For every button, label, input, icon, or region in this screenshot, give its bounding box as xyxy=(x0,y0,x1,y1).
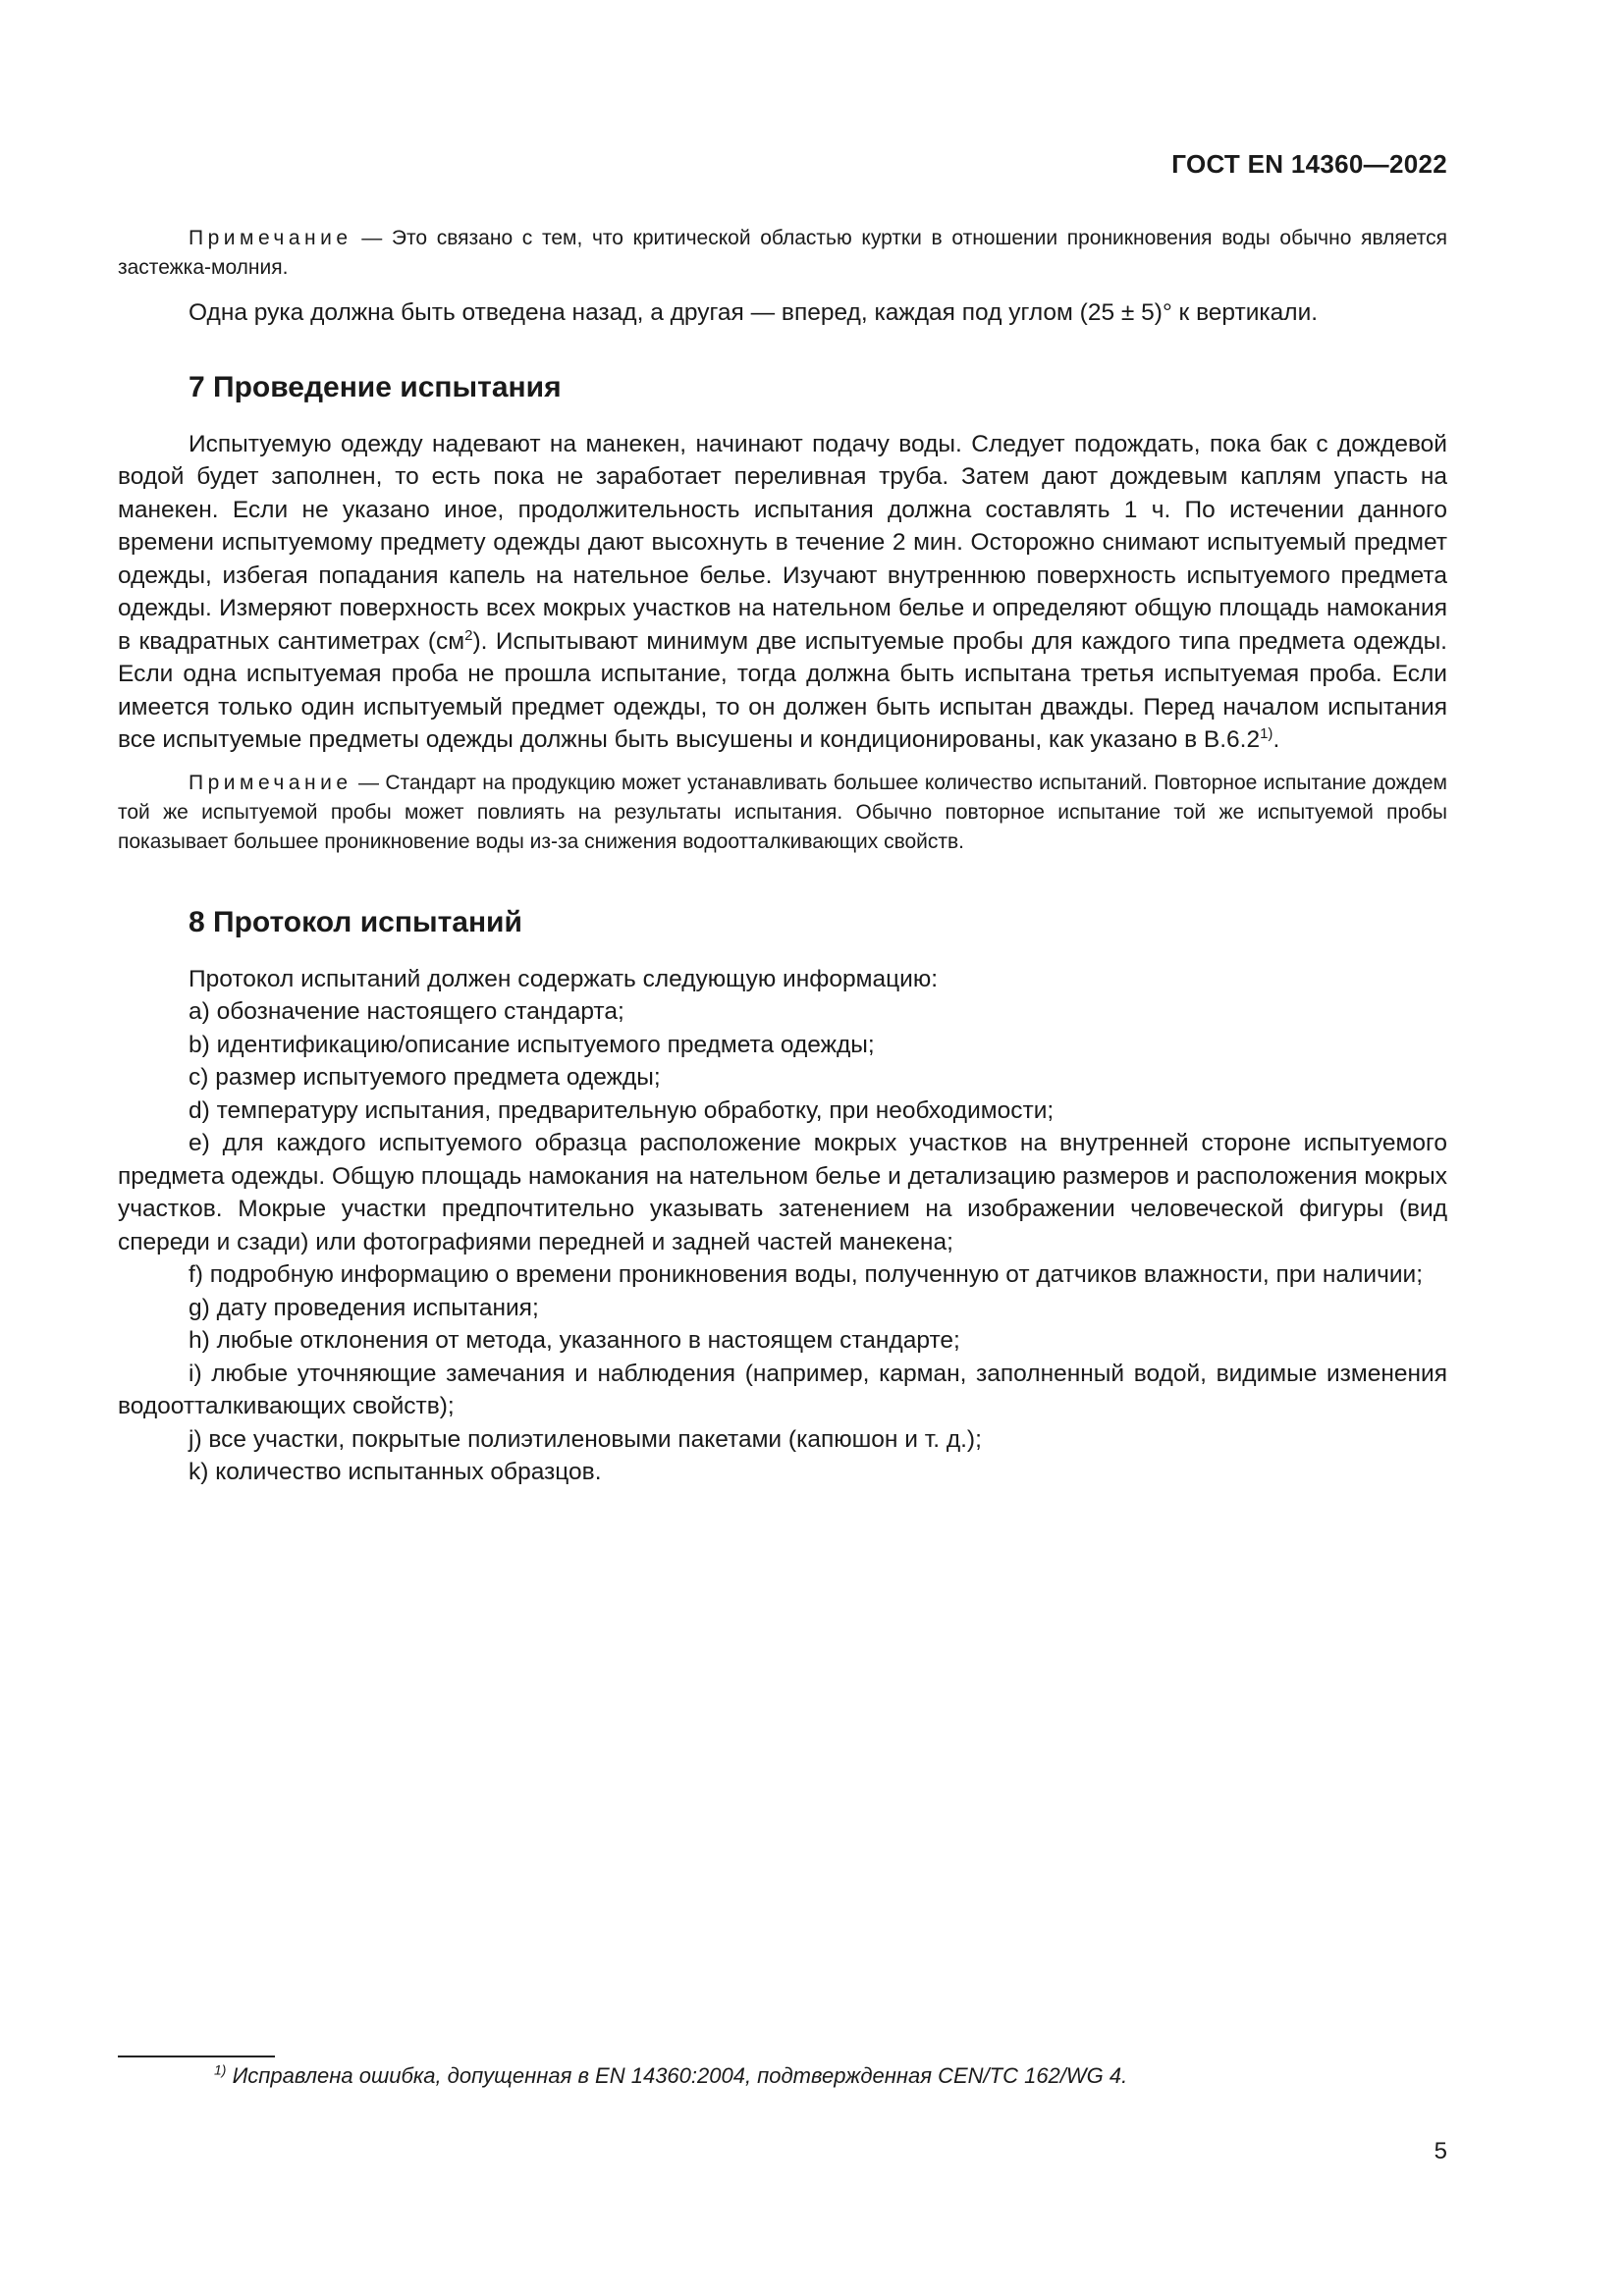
intro-paragraph: Одна рука должна быть отведена назад, а другая — вперед, каждая под углом (25 ± 5)° к вертикали. xyxy=(189,299,1319,326)
list-item: g) дату проведения испытания; xyxy=(189,1294,539,1321)
list-item: d) температуру испытания, предварительную обработку, при необходимости; xyxy=(189,1096,1055,1124)
section-7-title: 7 Проведение испытания xyxy=(189,370,562,403)
section-7-text-main: Испытуемую одежду надевают на манекен, начинают подачу воды. Следует подождать, пока бак с дождевой водой будет заполнен, то есть пока не заработает переливная труба. Затем дают дождевым каплям упасть на манекен. Если не указано иное, продолжительность испытания должна составлять 1 ч. По истечении данного времени испытуемому предмету одежды дают высохнуть в течение 2 мин. Осторожно снимают испытуемый предмет одежды, избегая попадания капель на нательное белье. Изучают внутреннюю поверхность испытуемого предмета одежды. Измеряют поверхность всех мокрых участков на нательном белье и определяют общую площадь намокания в квадратных сантиметрах (см xyxy=(118,430,1447,655)
section-7-text-end: . xyxy=(1272,726,1280,753)
page-number: 5 xyxy=(1434,2138,1447,2164)
note-text: — Стандарт на продукцию может устанавливать большее количество испытаний. Повторное испытание дождем той же испытуемой пробы может повлиять на результаты испытания. Обычно повторное испытание той же испытуемой пробы показывает большее проникновение воды из-за снижения водоотталкивающих свойств. xyxy=(118,771,1447,853)
footnote-reference[interactable]: 1) xyxy=(1260,724,1273,742)
report-items-list xyxy=(118,995,1447,1489)
list-item: c) размер испытуемого предмета одежды; xyxy=(189,1064,661,1091)
footnote-divider xyxy=(118,2056,275,2057)
intro-note xyxy=(118,224,1447,283)
list-item: j) все участки, покрытые полиэтиленовыми пакетами (капюшон и т. д.); xyxy=(189,1425,982,1453)
list-item: b) идентификацию/описание испытуемого предмета одежды; xyxy=(189,1031,875,1058)
list-item: a) обозначение настоящего стандарта; xyxy=(189,998,624,1025)
list-item: i) любые уточняющие замечания и наблюдения (например, карман, заполненный водой, видимые изменения водоотталкивающих свойств); xyxy=(118,1360,1447,1419)
note-label: Примечание xyxy=(189,227,352,249)
note-label: Примечание xyxy=(189,771,352,794)
footnote-text: Исправлена ошибка, допущенная в EN 14360:2004, подтвержденная CEN/TC 162/WG 4. xyxy=(226,2063,1128,2088)
note-text: — Это связано с тем, что критической областью куртки в отношении проникновения воды обычно является застежка-молния. xyxy=(118,227,1447,279)
footnote xyxy=(214,2061,1451,2091)
page-content xyxy=(118,224,1447,1489)
list-item: h) любые отклонения от метода, указанного в настоящем стандарте; xyxy=(189,1327,960,1354)
superscript-2: 2 xyxy=(464,626,473,644)
list-item: f) подробную информацию о времени проникновения воды, полученную от датчиков влажности, при наличии; xyxy=(189,1261,1424,1288)
section-7-note xyxy=(118,769,1447,857)
footnote-marker: 1) xyxy=(214,2061,227,2078)
section-7-text-cont: ). Испытывают минимум две испытуемые пробы для каждого типа предмета одежды. Если одна испытуемая проба не прошла испытание, тогда должна быть испытана третья испытуемая проба. Если имеется только один испытуемый предмет одежды, то он должен быть испытан дважды. Перед началом испытания все испытуемые предметы одежды должны быть высушены и кондиционированы, как указано в В.6.2 xyxy=(118,627,1447,753)
section-8-title: 8 Протокол испытаний xyxy=(189,905,522,938)
section-8-intro: Протокол испытаний должен содержать следующую информацию: xyxy=(189,965,939,992)
list-item: k) количество испытанных образцов. xyxy=(189,1459,602,1485)
list-item: e) для каждого испытуемого образца расположение мокрых участков на внутренней стороне испытуемого предмета одежды. Общую площадь намокания на нательном белье и детализацию размеров и расположения мокрых участков. Мокрые участки предпочтительно указывать затенением на изображении человеческой фигуры (вид спереди и сзади) или фотографиями передней и задней частей манекена; xyxy=(118,1130,1447,1255)
section-7-paragraph xyxy=(118,428,1447,757)
document-header: ГОСТ EN 14360—2022 xyxy=(1171,149,1447,179)
